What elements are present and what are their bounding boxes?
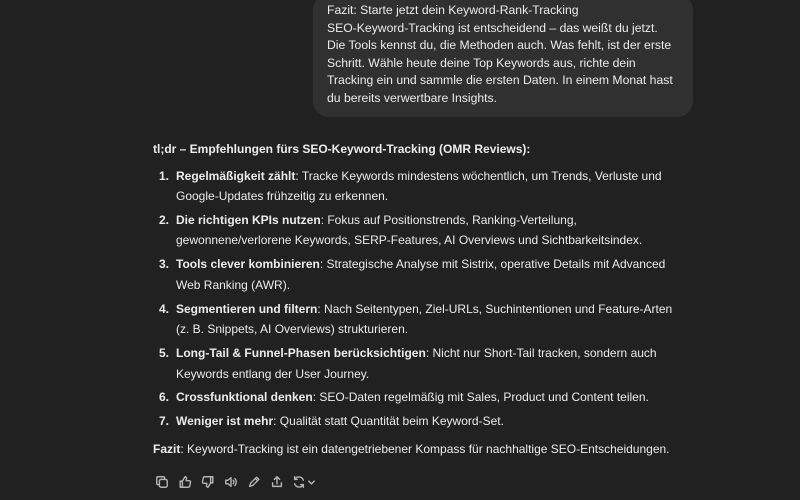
item-title: Segmentieren und filtern <box>176 301 318 316</box>
item-title: Long-Tail & Funnel-Phasen berücksichtigen <box>176 346 426 361</box>
item-text: : Fokus auf Positionstrends, Ranking-Verteilung, gewonnene/verlorene Keywords, SERP-Features, AI Overviews und Sichtbarkeitsindex. <box>176 212 643 248</box>
edit-button[interactable] <box>246 474 262 490</box>
copy-button[interactable] <box>154 474 170 490</box>
list-number: 3. <box>159 257 170 272</box>
conclusion-text: : Keyword-Tracking ist ein datengetriebener Kompass für nachhaltige SEO-Entscheidungen. <box>180 441 670 456</box>
chevron-down-icon <box>307 478 316 487</box>
recommendation-list <box>153 166 673 432</box>
assistant-response <box>153 139 673 459</box>
read-aloud-button[interactable] <box>223 474 239 490</box>
conclusion-label: Fazit <box>153 441 181 456</box>
list-item <box>153 343 673 384</box>
list-item <box>153 210 673 251</box>
item-title: Tools clever kombinieren <box>176 257 320 272</box>
response-action-bar <box>154 474 316 490</box>
list-number: 5. <box>159 346 170 361</box>
read-aloud-icon <box>224 475 238 489</box>
user-message-body: SEO-Keyword-Tracking ist entscheidend – das weißt du jetzt. Die Tools kennst du, die Methoden auch. Was fehlt, ist der erste Schritt. Wähle heute deine Top Keywords aus, richte dein Tracking ein und sammle die ersten Daten. In einem Monat hast du bereits verwertbare Insights. <box>327 20 673 105</box>
item-text: : Qualität statt Quantität beim Keyword-Set. <box>273 414 504 429</box>
item-title: Regelmäßigkeit zählt <box>176 168 296 183</box>
thumbs-up-icon <box>178 475 192 489</box>
item-title: Crossfunktional denken <box>176 390 313 405</box>
list-item <box>153 411 673 432</box>
item-text: : Nicht nur Short-Tail tracken, sondern auch Keywords entlang der User Journey. <box>176 346 657 381</box>
edit-icon <box>247 475 261 489</box>
user-message-bubble <box>313 0 693 117</box>
list-item <box>153 254 673 295</box>
list-number: 4. <box>159 301 170 316</box>
list-item <box>153 299 673 340</box>
response-heading: tl;dr – Empfehlungen fürs SEO-Keyword-Tracking (OMR Reviews): <box>153 142 531 156</box>
regenerate-button[interactable] <box>292 474 316 490</box>
item-text: : Nach Seitentypen, Ziel-URLs, Suchintentionen und Feature-Arten (z. B. Snippets, AI Overviews) strukturieren. <box>176 301 673 337</box>
list-number: 6. <box>159 390 170 405</box>
item-title: Weniger ist mehr <box>176 414 274 429</box>
item-title: Die richtigen KPIs nutzen <box>176 212 321 227</box>
thumbs-down-icon <box>201 475 215 489</box>
item-text: : Strategische Analyse mit Sistrix, operative Details mit Advanced Web Ranking (AWR). <box>176 257 666 292</box>
share-icon <box>270 475 284 489</box>
user-message-title: Fazit: Starte jetzt dein Keyword-Rank-Tracking <box>327 3 579 17</box>
copy-icon <box>155 475 169 489</box>
good-response-button[interactable] <box>177 474 193 490</box>
list-number: 1. <box>159 168 170 183</box>
list-item <box>153 166 673 207</box>
list-number: 2. <box>159 212 170 227</box>
list-number: 7. <box>159 414 170 429</box>
bad-response-button[interactable] <box>200 474 216 490</box>
item-text: : SEO-Daten regelmäßig mit Sales, Product und Content teilen. <box>312 390 649 405</box>
list-item <box>153 387 673 408</box>
response-conclusion <box>153 439 673 460</box>
item-text: : Tracke Keywords mindestens wöchentlich, um Trends, Verluste und Google-Updates frühzeitig zu erkennen. <box>176 168 662 203</box>
regenerate-icon <box>292 475 306 489</box>
share-button[interactable] <box>269 474 285 490</box>
